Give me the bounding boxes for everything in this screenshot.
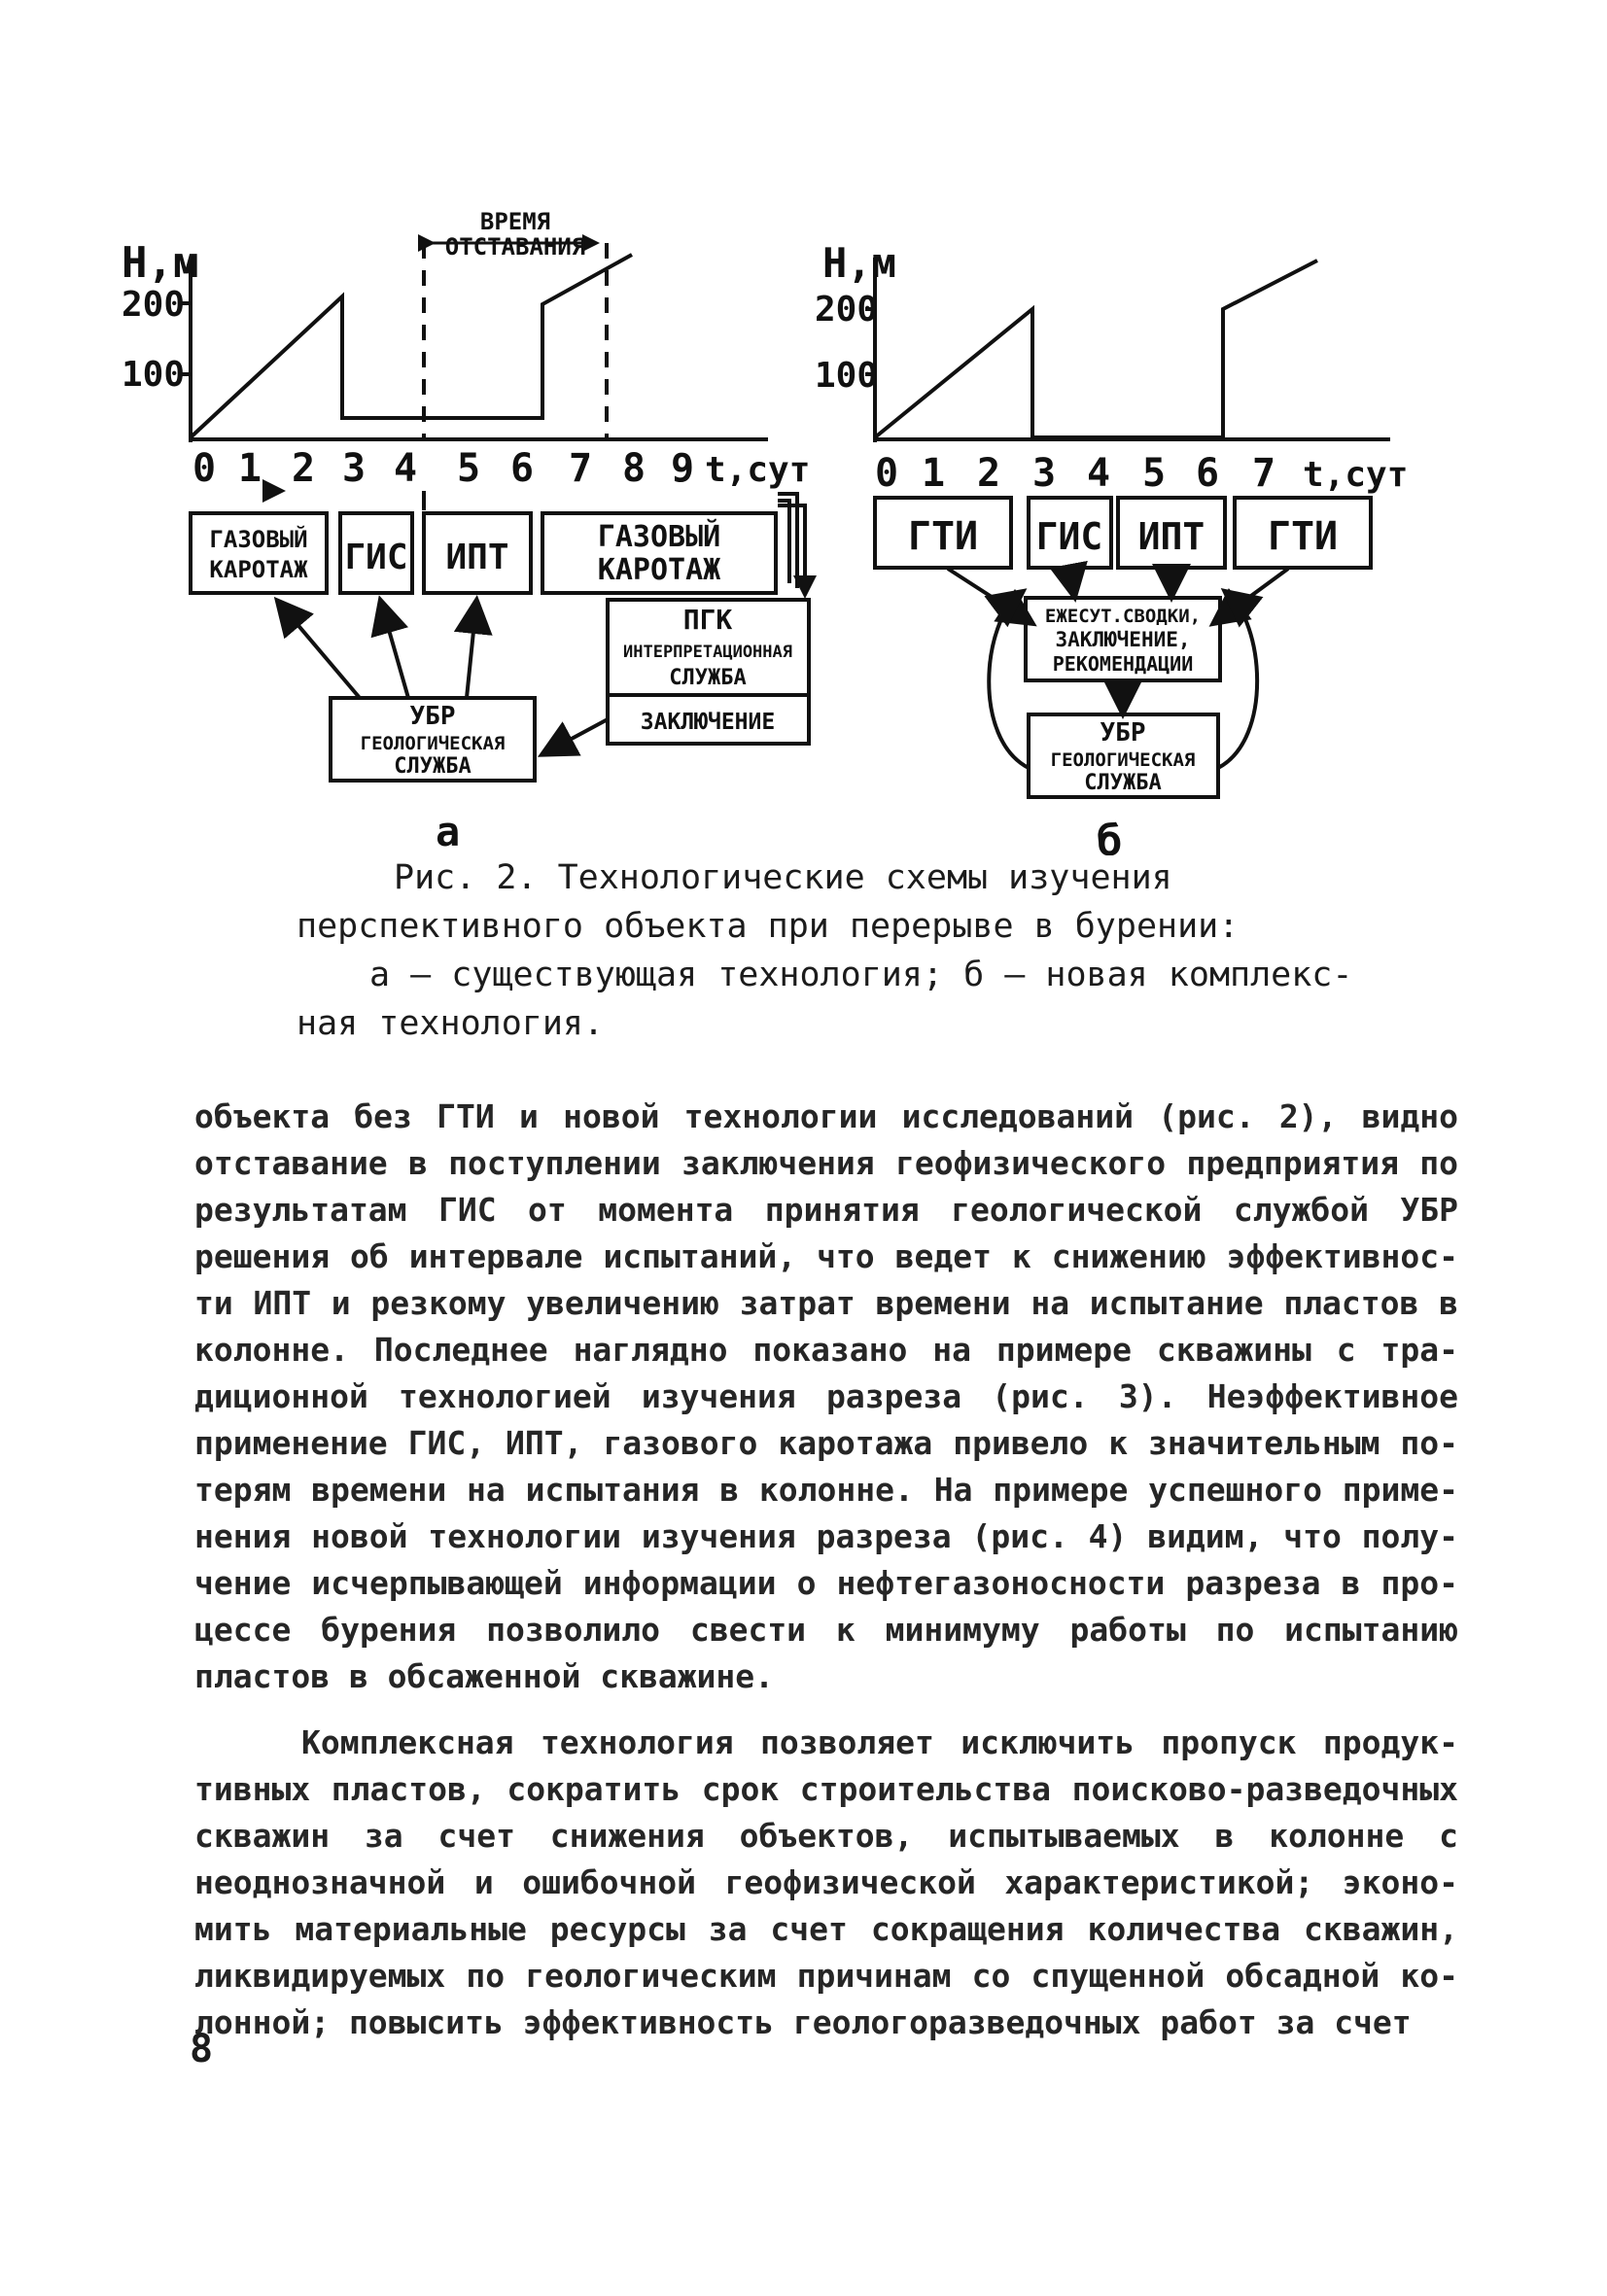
caption-line-4: ная технология. — [297, 1004, 605, 1043]
svg-text:ЗАКЛЮЧЕНИЕ,: ЗАКЛЮЧЕНИЕ, — [1055, 628, 1191, 651]
x-tick-a-1: 1 — [238, 446, 262, 491]
svg-text:ГАЗОВЫЙ: ГАЗОВЫЙ — [209, 526, 308, 553]
x-tick-a-3: 3 — [342, 446, 367, 491]
y-axis-label-a: Н,м — [122, 238, 199, 288]
panel-b — [815, 239, 1408, 855]
x-tick-b-0: 0 — [875, 451, 899, 496]
svg-text:ГАЗОВЫЙ: ГАЗОВЫЙ — [597, 520, 721, 554]
y-tick-100-a: 100 — [122, 355, 186, 395]
x-ticks-b — [875, 451, 1275, 496]
panel-letter-a: а — [436, 808, 461, 855]
panel-a — [122, 208, 810, 855]
gis-box-a — [340, 513, 412, 593]
svg-text:ПГК: ПГК — [682, 604, 733, 636]
svg-text:СЛУЖБА: СЛУЖБА — [669, 666, 747, 690]
lag-label-line1: ВРЕМЯ — [479, 208, 551, 235]
gti-box-1 — [875, 498, 1011, 568]
svg-text:ИНТЕРПРЕТАЦИОННАЯ: ИНТЕРПРЕТАЦИОННАЯ — [623, 643, 792, 662]
svg-text:ИПТ: ИПТ — [1137, 515, 1205, 558]
gas-logging-box-2 — [542, 513, 776, 593]
x-axis-label-b: t,сут — [1303, 455, 1409, 495]
y-tick-200-a: 200 — [122, 285, 186, 325]
x-tick-a-8: 8 — [622, 446, 646, 491]
page-number: 8 — [190, 2027, 214, 2071]
ubr-box-a — [331, 698, 535, 781]
caption-line-2: перспективного объекта при перерыве в бурении: — [297, 907, 1240, 946]
x-tick-b-3: 3 — [1032, 451, 1057, 496]
x-tick-a-7: 7 — [569, 446, 593, 491]
svg-text:УБР: УБР — [1100, 718, 1146, 748]
svg-text:ГИС: ГИС — [1035, 515, 1103, 558]
x-tick-a-5: 5 — [457, 446, 481, 491]
svg-text:СЛУЖБА: СЛУЖБА — [394, 754, 472, 779]
gis-box-b — [1029, 498, 1111, 568]
pgk-box — [608, 600, 809, 695]
svg-text:ГЕОЛОГИЧЕСКАЯ: ГЕОЛОГИЧЕСКАЯ — [1050, 749, 1196, 771]
depth-curve-b — [875, 261, 1317, 437]
x-tick-a-2: 2 — [292, 446, 316, 491]
gti-box-2 — [1235, 498, 1371, 568]
paragraph-2: Комплексная технология позволяет исключить пропуск продуктивных пластов, сократить срок строительства поисково-разведочных скважин за счет снижения объектов, испытываемых в колонне с неоднозначной и ошибочной геофизической характеристикой; экономить материальные ресурсы за счет сокращения количества скважин, ликвидируемых по геологическим причинам со спущенной обсадной колонной; повысить эффективность геологоразведочных работ за счет — [194, 1723, 1458, 2041]
figure-caption — [297, 853, 1463, 1048]
caption-line-1: Рис. 2. Технологические схемы изучения — [394, 858, 1172, 897]
svg-text:ЕЖЕСУТ.СВОДКИ,: ЕЖЕСУТ.СВОДКИ, — [1044, 606, 1202, 627]
svg-text:ГТИ: ГТИ — [1267, 514, 1339, 559]
paragraph-1: объекта без ГТИ и новой технологии исследований (рис. 2), видно отставание в поступлении заключения геофизического предприятия по результатам ГИС от момента принятия геологической службой УБР решения об интервале испытаний, что ведет к снижению эффективности ИПТ и резкому увеличению затрат времени на испытание пластов в колонне. Последнее наглядно показано на примере скважины с традиционной технологией изучения разреза (рис. 3). Неэффективное применение ГИС, ИПТ, газового каротажа привело к значительным потерям времени на испытания в колонне. На примере успешного применения новой технологии изучения разреза (рис. 4) видим, что получение исчерпывающей информации о нефтегазоносности разреза в процессе бурения позволило свести к минимуму работы по испытанию пластов в обсаженной скважине. — [194, 1097, 1458, 1695]
gas-logging-box-1 — [191, 513, 327, 593]
x-tick-b-5: 5 — [1142, 451, 1167, 496]
x-tick-b-7: 7 — [1252, 451, 1276, 496]
ipt-box-a — [424, 513, 531, 593]
svg-text:ГТИ: ГТИ — [907, 514, 979, 559]
x-tick-a-0: 0 — [192, 446, 217, 491]
ubr-box-b — [1029, 714, 1218, 797]
x-ticks-a — [192, 446, 694, 491]
x-tick-a-6: 6 — [510, 446, 535, 491]
svg-text:ГЕОЛОГИЧЕСКАЯ: ГЕОЛОГИЧЕСКАЯ — [360, 733, 506, 754]
y-axis-label-b: Н,м — [822, 239, 896, 287]
svg-text:РЕКОМЕНДАЦИИ: РЕКОМЕНДАЦИИ — [1052, 652, 1194, 676]
lag-label-line2: ОТСТАВАНИЯ — [444, 233, 586, 261]
y-tick-100-b: 100 — [815, 356, 879, 396]
x-tick-b-4: 4 — [1087, 451, 1111, 496]
svg-text:УБР: УБР — [409, 702, 456, 731]
ipt-box-b — [1118, 498, 1225, 568]
body-text — [194, 1094, 1458, 2046]
x-tick-b-1: 1 — [922, 451, 946, 496]
x-tick-a-9: 9 — [671, 446, 695, 491]
svg-text:ГИС: ГИС — [344, 538, 408, 577]
panel-letter-b: б — [1097, 817, 1123, 855]
x-axis-label-a: t,сут — [705, 450, 811, 490]
svg-text:КАРОТАЖ: КАРОТАЖ — [209, 556, 308, 583]
y-tick-200-b: 200 — [815, 290, 879, 330]
svg-text:КАРОТАЖ: КАРОТАЖ — [597, 553, 721, 587]
figure-2-diagrams — [0, 0, 1607, 855]
x-tick-a-4: 4 — [394, 446, 418, 491]
depth-curve-a — [191, 255, 632, 437]
svg-text:ЗАКЛЮЧЕНИЕ: ЗАКЛЮЧЕНИЕ — [640, 710, 776, 735]
caption-line-3: а – существующая технология; б – новая комплекс- — [369, 956, 1353, 994]
x-tick-b-6: 6 — [1196, 451, 1220, 496]
daily-reports-box — [1026, 598, 1220, 680]
svg-text:ИПТ: ИПТ — [445, 538, 509, 577]
x-tick-b-2: 2 — [977, 451, 1001, 496]
conclusion-box — [608, 695, 809, 744]
svg-text:СЛУЖБА: СЛУЖБА — [1084, 771, 1162, 795]
